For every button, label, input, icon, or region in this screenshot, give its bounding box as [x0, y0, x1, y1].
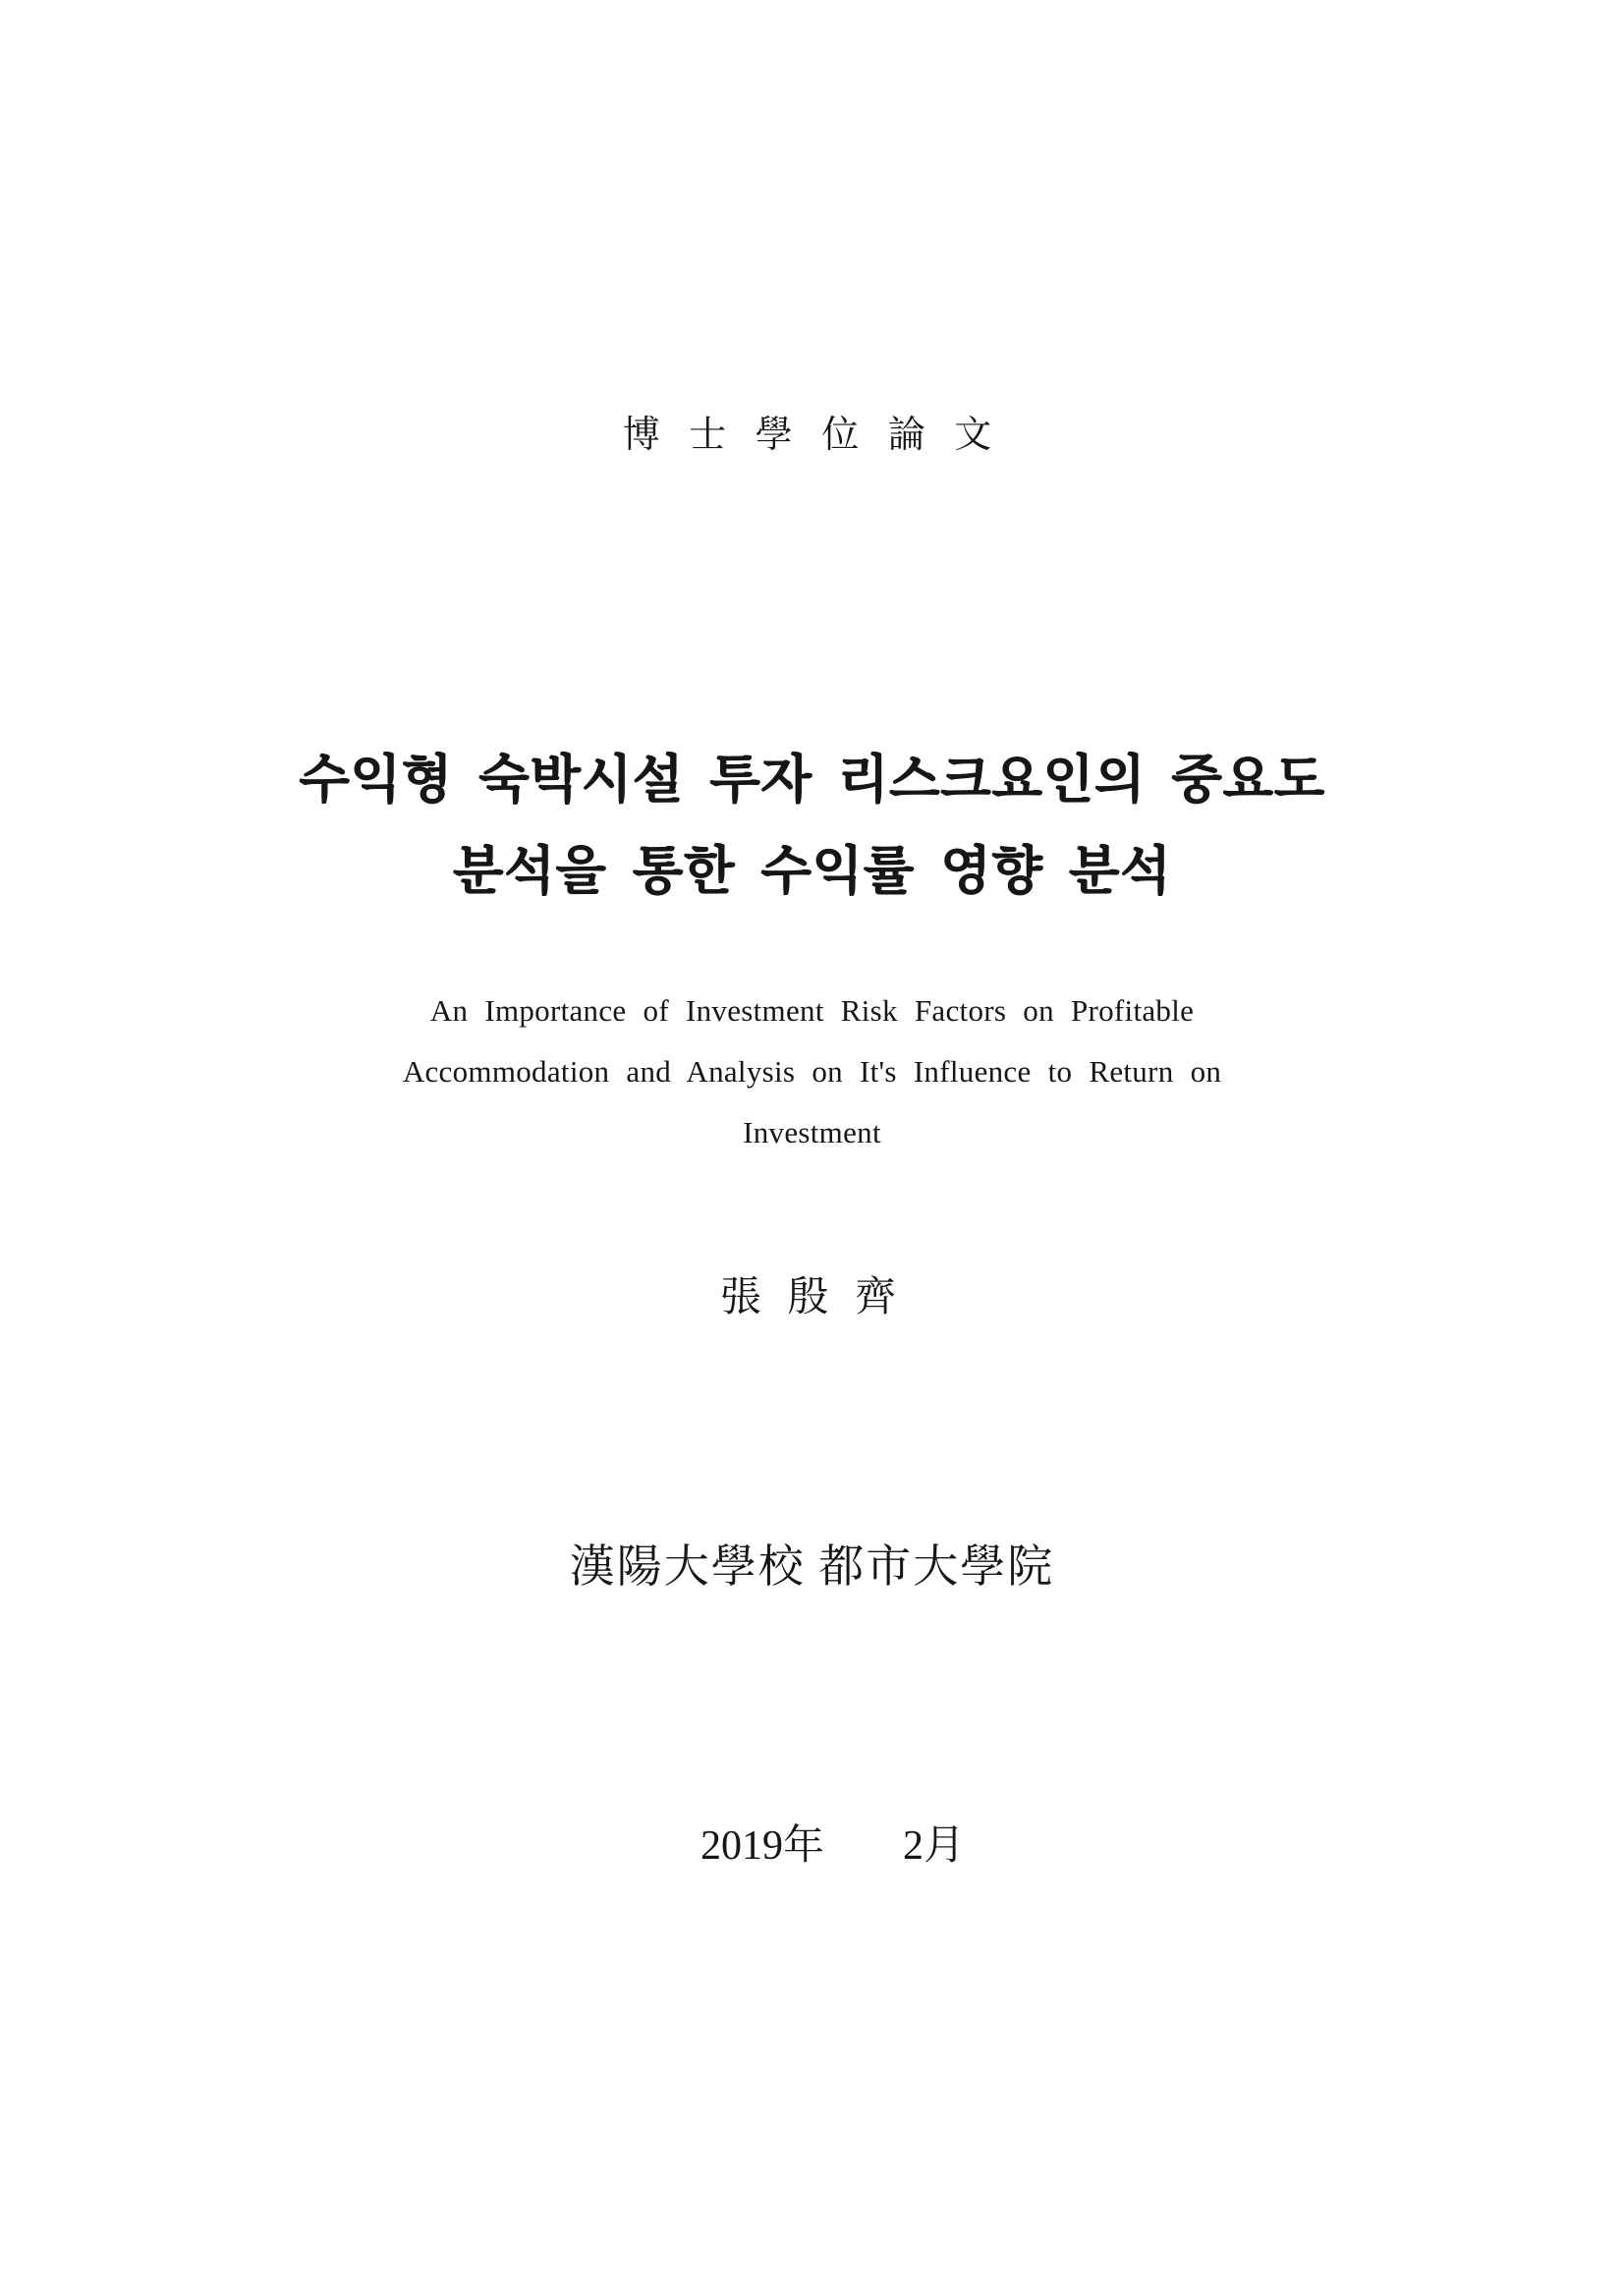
korean-title-line2: 분석을 통한 수익률 영향 분석: [452, 843, 1172, 900]
thesis-type-heading: 博 士 學 位 論 文: [622, 415, 1002, 456]
english-title-line1: An Importance of Investment Risk Factors on Profitable: [429, 993, 1195, 1028]
publication-month: 2月: [903, 1823, 966, 1869]
university-name: 漢陽大學校 都市大學院: [569, 1541, 1055, 1592]
author-name: 張 殷 齊: [719, 1275, 904, 1320]
publication-year: 2019年: [700, 1823, 824, 1869]
korean-title-line1: 수익형 숙박시설 투자 리스크요인의 중요도: [299, 752, 1325, 809]
english-title-line2: Accommodation and Analysis on It's Influence to Return on: [402, 1054, 1222, 1089]
english-title-line3: Investment: [743, 1115, 881, 1149]
publication-date: [0, 1772, 1624, 1920]
